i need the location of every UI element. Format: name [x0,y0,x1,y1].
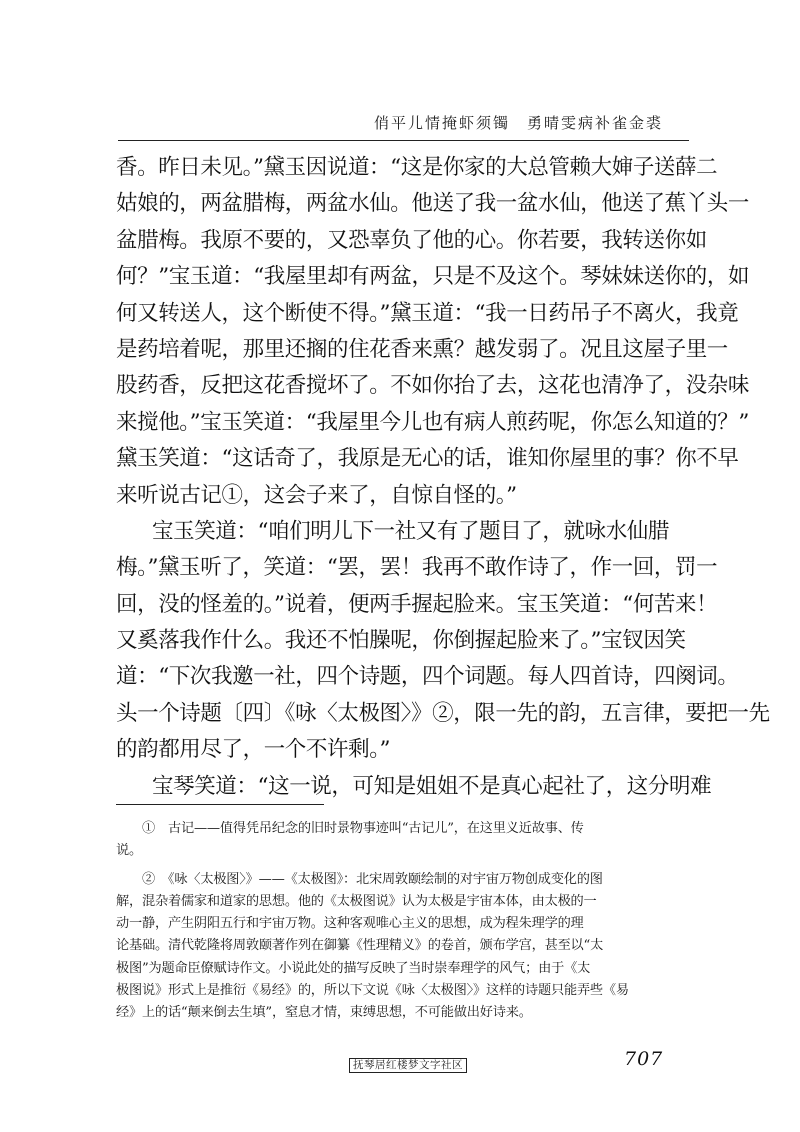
footnote-line: 说。 [116,843,142,859]
footnote-line: 解，混杂着儒家和道家的思想。他的《太极图说》认为太极是宇宙本体，由太极的一 [116,893,597,909]
text-line: 何？”宝玉道：“我屋里却有两盆，只是不及这个。琴妹妹送你的，如 [116,264,750,290]
page-number: 707 [624,1048,664,1070]
footnote-line: 经》上的话“颠来倒去生填”，窒息才情，束缚思想，不可能做出好诗来。 [116,1005,532,1021]
text-line: 黛玉笑道：“这话奇了，我原是无心的话，谁知你屋里的事？你不早 [116,446,739,472]
footnotes [116,818,694,1025]
text-line: 股药香，反把这花香搅坏了。不如你抬了去，这花也清净了，没杂味 [116,373,750,399]
text-line: 回，没的怪羞的。”说着，便两手握起脸来。宝玉笑道：“何苦来！ [116,591,718,617]
paragraph-start-line: 宝琴笑道：“这一说，可知是姐姐不是真心起社了，这分明难 [152,773,712,799]
text-line: 又奚落我作什么。我还不怕臊呢，你倒握起脸来了。”宝钗因笑 [116,628,686,654]
text-line: 何又转送人，这个断使不得。”黛玉道：“我一日药吊子不离火，我竟 [116,300,739,326]
text-line: 梅。”黛玉听了，笑道：“罢，罢！我再不敢作诗了，作一回，罚一 [116,555,718,581]
footnote-line: ② 《咏〈太极图〉》——《太极图》：北宋周敦颐绘制的对宇宙万物创成变化的图 [142,871,603,887]
footnote-line: 极图”为题命臣僚赋诗作文。小说此处的描写反映了当时崇奉理学的风气；由于《太 [116,960,591,976]
footnote-line: ① 古记——值得凭吊纪念的旧时景物事迹叫“古记儿”，在这里义近故事、传 [142,821,584,836]
text-line: 头一个诗题〔四〕《咏〈太极图〉》②，限一先的韵，五言律，要把一先 [116,700,770,726]
text-line: 的韵都用尽了，一个不许剩。” [116,737,391,763]
text-line: 盆腊梅。我原不要的，又恐辜负了他的心。你若要，我转送你如 [116,227,707,253]
text-line: 来搅他。”宝玉笑道：“我屋里今儿也有病人煎药呢，你怎么知道的？” [116,409,749,435]
footnote-line: 极图说》形式上是推衍《易经》的，所以下文说《咏〈太极图〉》这样的诗题只能弄些《易 [116,983,629,999]
text-line: 姑娘的，两盆腊梅，两盆水仙。他送了我一盆水仙，他送了蕉丫头一 [116,191,750,217]
text-line: 香。昨日未见。”黛玉因说道：“这是你家的大总管赖大婶子送薛二 [116,155,718,180]
main-text [116,150,770,805]
footnote-line: 动一静，产生阴阳五行和宇宙万物。这种客观唯心主义的思想，成为程朱理学的理 [116,916,584,932]
text-line: 道：“下次我邀一社，四个诗题，四个词题。每人四首诗，四阕词。 [116,664,739,690]
footnote-line: 论基础。清代乾隆将周敦颐著作列在御纂《性理精义》的卷首，颁布学宫，甚至以“太 [116,938,604,954]
running-title: 俏平儿情掩虾须镯 勇晴雯病补雀金裘 [373,114,663,132]
running-header [118,112,689,141]
text-line: 是药培着呢，那里还搁的住花香来熏？越发弱了。况且这屋子里一 [116,336,728,362]
footnote-divider [116,804,324,805]
paragraph-start-line: 宝玉笑道：“咱们明儿下一社又有了题目了，就咏水仙腊 [152,518,669,544]
text-line: 来听说古记①，这会子来了，自惊自怪的。” [116,482,517,508]
watermark-stamp: 抚琴居红楼梦文字社区 [349,1058,467,1073]
